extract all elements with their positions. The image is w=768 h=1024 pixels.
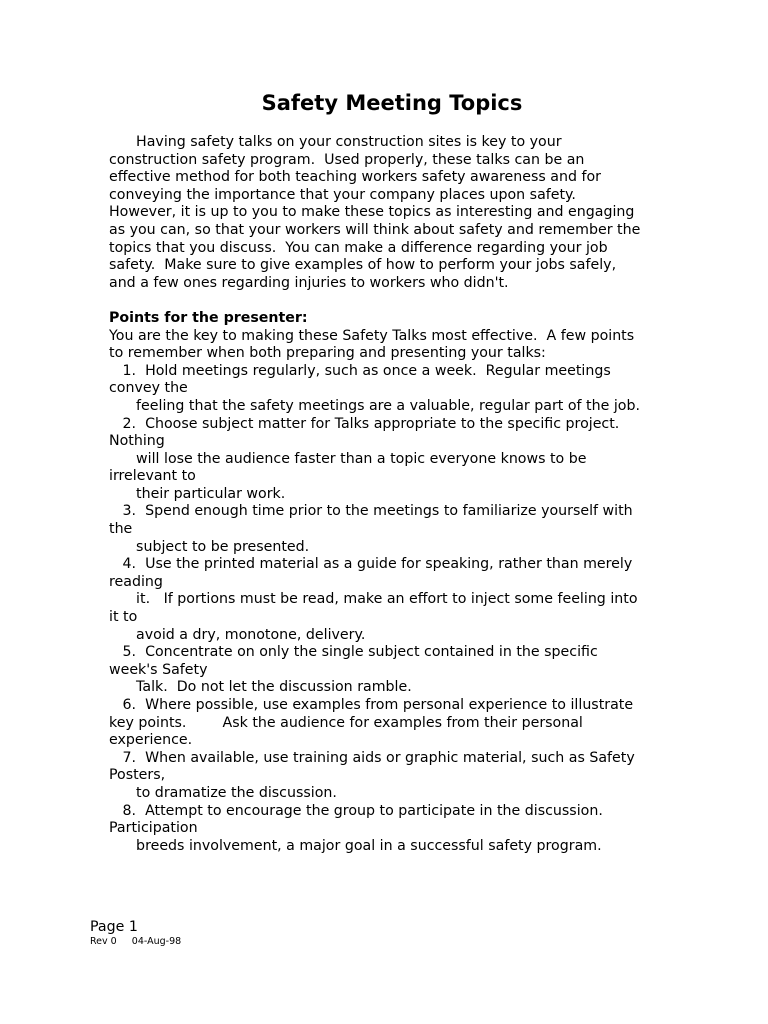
presenter-line: You are the key to making these Safety Talks most effective. A few points: [109, 327, 635, 344]
intro-line: However, it is up to you to make these topics as interesting and engaging: [109, 204, 635, 221]
footer-page-number: Page 1: [90, 919, 138, 935]
presenter-line: key points. Ask the audience for examples from their personal: [109, 714, 583, 731]
presenter-line: irrelevant to: [109, 468, 196, 485]
presenter-line: 7. When available, use training aids or graphic material, such as Safety: [109, 749, 635, 766]
intro-line: and a few ones regarding injuries to workers who didn't.: [109, 274, 509, 291]
presenter-line: Talk. Do not let the discussion ramble.: [109, 679, 412, 696]
presenter-line: Posters,: [109, 767, 166, 784]
presenter-line: feeling that the safety meetings are a valuable, regular part of the job.: [109, 397, 640, 414]
document-body: [109, 134, 689, 855]
presenter-line: 8. Attempt to encourage the group to participate in the discussion.: [109, 802, 603, 819]
presenter-line: the: [109, 521, 133, 538]
presenter-line: it. If portions must be read, make an effort to inject some feeling into: [109, 591, 638, 608]
presenter-line: 6. Where possible, use examples from personal experience to illustrate: [109, 697, 634, 713]
intro-line: topics that you discuss. You can make a difference regarding your job: [109, 239, 608, 256]
presenter-line: their particular work.: [109, 485, 286, 502]
paragraph-spacer: [109, 292, 689, 310]
presenter-line: avoid a dry, monotone, delivery.: [109, 626, 366, 643]
presenter-line: to remember when both preparing and presenting your talks:: [109, 345, 546, 362]
presenter-points: [109, 328, 689, 856]
intro-line: effective method for both teaching workers safety awareness and for: [109, 169, 601, 186]
intro-line: safety. Make sure to give examples of how to perform your jobs safely,: [109, 257, 617, 274]
intro-paragraph: [109, 134, 689, 292]
presenter-line: 1. Hold meetings regularly, such as once a week. Regular meetings: [109, 362, 611, 379]
presenter-line: reading: [109, 573, 163, 590]
presenter-line: week's Safety: [109, 661, 208, 678]
presenter-line: Nothing: [109, 433, 165, 450]
presenter-line: 4. Use the printed material as a guide for speaking, rather than merely: [109, 556, 633, 573]
intro-line: conveying the importance that your company places upon safety.: [109, 186, 576, 203]
footer-revision: Rev 0 04-Aug-98: [90, 936, 182, 947]
presenter-line: experience.: [109, 732, 193, 749]
intro-line: as you can, so that your workers will think about safety and remember the: [109, 221, 641, 238]
presenter-line: 5. Concentrate on only the single subject contained in the specific: [109, 644, 598, 661]
presenter-line: subject to be presented.: [109, 538, 310, 555]
intro-line: Having safety talks on your construction sites is key to your: [109, 134, 562, 150]
intro-line: construction safety program. Used properly, these talks can be an: [109, 151, 585, 168]
presenter-line: convey the: [109, 380, 188, 397]
presenter-line: 3. Spend enough time prior to the meetings to familiarize yourself with: [109, 503, 633, 520]
presenter-heading: Points for the presenter:: [109, 309, 308, 326]
presenter-line: breeds involvement, a major goal in a successful safety program.: [109, 837, 602, 854]
presenter-line: Participation: [109, 820, 198, 837]
page-title: Safety Meeting Topics: [261, 91, 523, 115]
presenter-line: will lose the audience faster than a topic everyone knows to be: [109, 450, 587, 467]
presenter-line: 2. Choose subject matter for Talks appropriate to the specific project.: [109, 415, 620, 432]
presenter-line: it to: [109, 609, 138, 626]
presenter-line: to dramatize the discussion.: [109, 784, 337, 801]
